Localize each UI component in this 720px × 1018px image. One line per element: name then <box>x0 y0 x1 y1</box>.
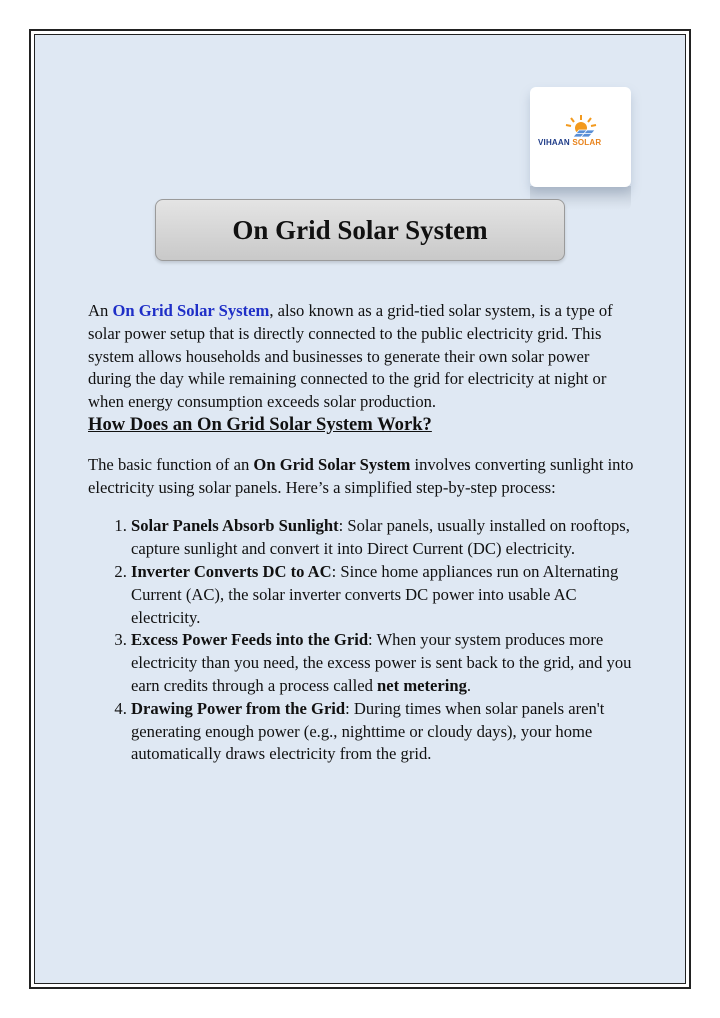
page-title: On Grid Solar System <box>232 214 488 245</box>
step-text: : During times when solar panels aren't generating enough power (e.g., nighttime or cloudy days), your home automatically draws electricity from the grid. <box>131 698 605 764</box>
list-item <box>131 629 636 697</box>
intro-lead: An <box>88 301 113 320</box>
step-title: Excess Power Feeds into the Grid <box>131 630 369 650</box>
step-title: Inverter Converts DC to AC <box>131 561 332 581</box>
step-bold-term: net metering <box>377 675 467 695</box>
intro-keyword: On Grid Solar System <box>112 301 270 320</box>
section-heading: How Does an On Grid Solar System Work? <box>88 413 432 435</box>
list-item <box>131 698 636 766</box>
step-text: : Solar panels, usually installed on rooftops, capture sunlight and convert it into Direct Current (DC) electricity. <box>131 516 630 559</box>
intro-rest: , also known as a grid-tied solar system, is a type of solar power setup that is directly connected to the public electricity grid. This system allows households and businesses to generate their own solar power during the day while remaining connected to the grid for electricity at night or when energy consumption exceeds solar production. <box>88 301 613 412</box>
title-banner <box>155 199 565 261</box>
company-logo <box>530 87 631 187</box>
logo-text-vihaan: VIHAAN <box>538 138 570 147</box>
list-item <box>131 515 636 561</box>
step-text: : When your system produces more electricity than you need, the excess power is sent back to the grid, and you earn credits through a process called <box>131 630 632 695</box>
step-text: : Since home appliances run on Alternating Current (AC), the solar inverter converts DC power into usable AC electricity. <box>131 561 619 627</box>
section-intro-keyword: On Grid Solar System <box>253 454 411 474</box>
sun-panel-icon <box>563 113 599 139</box>
list-item <box>131 561 636 629</box>
section-intro-lead: The basic function of an <box>88 454 254 474</box>
logo-wordmark <box>538 138 624 147</box>
intro-paragraph <box>88 300 636 414</box>
article-body <box>88 300 636 766</box>
step-end: . <box>466 675 472 695</box>
section-intro-rest: involves converting sunlight into electricity using solar panels. Here’s a simplified step-by-step process: <box>88 454 634 497</box>
logo-text-solar: SOLAR <box>572 138 602 147</box>
step-title: Solar Panels Absorb Sunlight <box>131 516 339 536</box>
steps-list <box>88 515 636 766</box>
section-intro-paragraph <box>88 454 636 500</box>
step-title: Drawing Power from the Grid <box>131 698 346 718</box>
